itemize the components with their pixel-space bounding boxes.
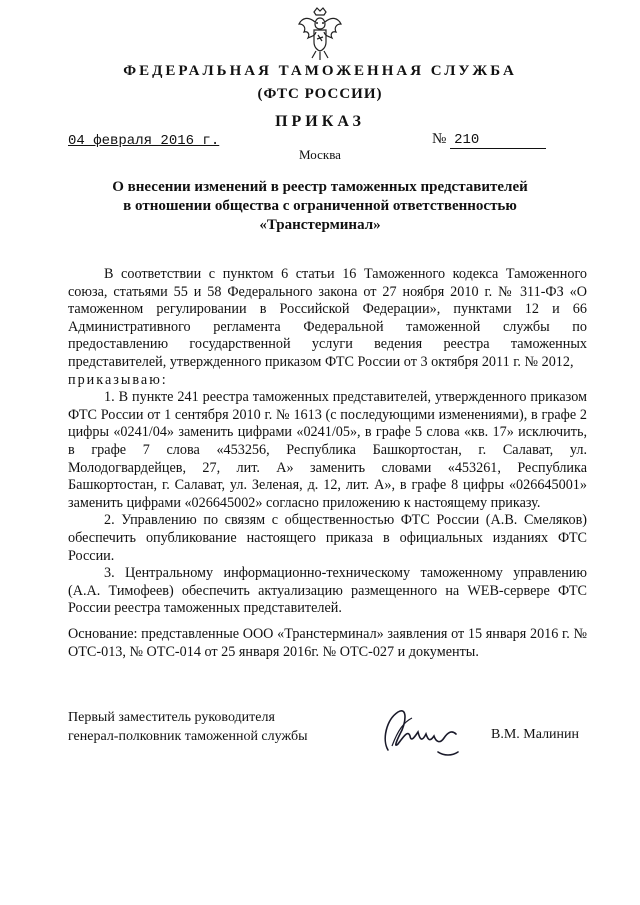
title-line-1: О внесении изменений в реестр таможенных представителей: [112, 179, 528, 195]
title-line-3: «Транстерминал»: [259, 217, 381, 233]
title-line-2: в отношении общества с ограниченной ответственностью: [123, 198, 517, 214]
order-date: 04 февраля 2016 г.: [68, 133, 220, 149]
agency-short-name: (ФТС РОССИИ): [257, 86, 383, 102]
order-title: [0, 178, 640, 235]
signer-name: В.М. Малинин: [491, 727, 580, 742]
basis-paragraph: Основание: представленные ООО «Транстерминал» заявления от 15 января 2016 г. № ОТС-013, № ОТС-014 от 25 января 2016г. № ОТС-027 и документы.: [68, 626, 587, 660]
agency-name: ФЕДЕРАЛЬНАЯ ТАМОЖЕННАЯ СЛУЖБА: [123, 63, 517, 79]
order-item-1: 1. В пункте 241 реестра таможенных представителей, утвержденного приказом ФТС России от 1 сентября 2010 г. № 1613 (с последующими изменениями), в графе 2 цифры «0241/04» заменить цифрами «0241/05», в графе 5 слова «кв. 17» исключить, в графе 7 слова «453256, Республика Башкортостан, г. Салават, ул. Молодогвардейцев, 27, лит. А» заменить словами «453261, Республика Башкортостан, г. Салават, ул. Зеленая, д. 12, лит. А», в графе 8 цифры «026645001» заменить цифрами «026645002» согласно приложению к настоящему приказу.: [68, 389, 587, 511]
order-number: 210: [450, 132, 546, 149]
order-word: приказываю:: [68, 371, 168, 388]
order-body: [68, 266, 587, 618]
order-city: Москва: [299, 147, 341, 162]
coat-of-arms-icon: [296, 6, 344, 62]
signer-position-line-2: генерал-полковник таможенной службы: [68, 729, 308, 744]
preamble-paragraph: В соответствии с пунктом 6 статьи 16 Таможенного кодекса Таможенного союза, статьями 55 и 58 Федерального закона от 27 ноября 2010 г. № 311-ФЗ «О таможенном регулировании в Российской Федерации», пунктами 12 и 66 Административного регламента Федеральной таможенной службы по предоставлению государственной услуги ведения реестра таможенных представителей, утвержденного приказом ФТС России от 3 октября 2011 г. № 2012,: [68, 266, 587, 370]
order-item-2: 2. Управлению по связям с общественностью ФТС России (А.В. Смеляков) обеспечить опубликование настоящего приказа в официальных изданиях ФТС России.: [68, 512, 587, 564]
signer-position-line-1: Первый заместитель руководителя: [68, 710, 275, 725]
order-number-label: №: [432, 131, 447, 147]
document-type: ПРИКАЗ: [275, 113, 365, 130]
signer-position: [68, 708, 307, 746]
signature-icon: [378, 700, 468, 762]
order-item-3: 3. Центральному информационно-техническому таможенному управлению (А.А. Тимофеев) обеспечить актуализацию размещенного на WEB-сервере ФТС России реестра таможенных представителей.: [68, 565, 587, 617]
